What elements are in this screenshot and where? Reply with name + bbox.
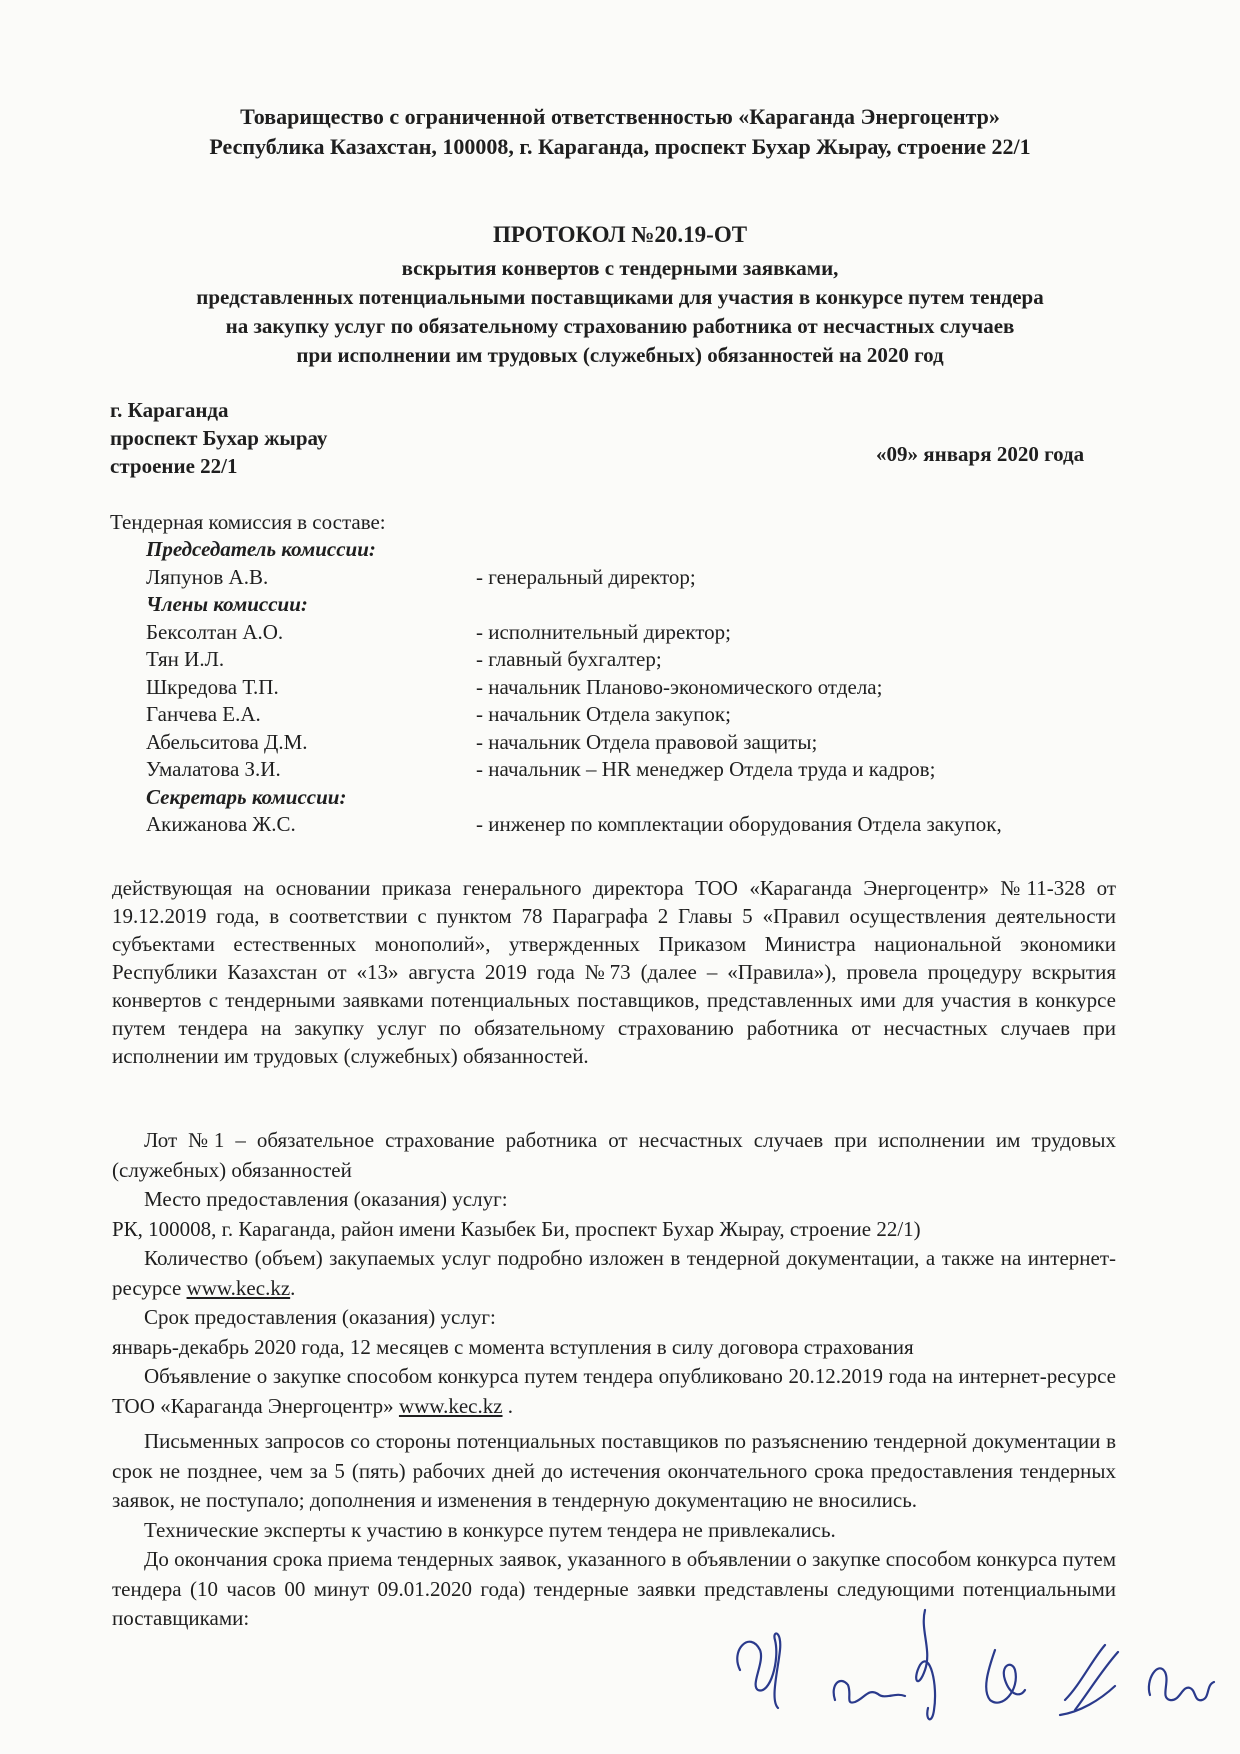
site-link[interactable]: www.kec.kz [186, 1275, 291, 1300]
commission-row [110, 674, 883, 702]
term-label: Срок предоставления (оказания) услуг: [144, 1305, 496, 1329]
member-name: Тян И.Л. [146, 647, 225, 671]
term-value: январь-декабрь 2020 года, 12 месяцев с момента вступления в силу договора страхования [112, 1334, 914, 1359]
member-position: - начальник Отдела закупок; [476, 702, 731, 726]
lot-line: Лот №1 – обязательное страхование работника от несчастных случаев при исполнении им трудовых (служебных) обязанностей [112, 1128, 1116, 1182]
member-name: Шкредова Т.П. [146, 674, 279, 699]
quantity-text: Количество (объем) закупаемых услуг подробно изложен в тендерной документации, а также на интернет-ресурсе [112, 1246, 1116, 1300]
place-building: строение 22/1 [110, 454, 238, 478]
place-block [110, 396, 327, 480]
org-name: Товарищество с ограниченной ответственностью «Караганда Энергоцентр» [240, 104, 1000, 129]
service-place-label: Место предоставления (оказания) услуг: [144, 1187, 508, 1211]
commission-row [110, 701, 731, 729]
requests-paragraph: Письменных запросов со стороны потенциальных поставщиков по разъяснению тендерной документации в срок не позднее, чем за 5 (пять) рабочих дней до истечения окончательного срока предоставления тендерных заявок, не поступало; дополнения и изменения в тендерную документацию не вносились. [112, 1429, 1116, 1512]
basis-paragraph: действующая на основании приказа генерального директора ТОО «Караганда Энергоцентр» №11-328 от 19.12.2019 года, в соответствии с пунктом 78 Параграфа 2 Главы 5 «Правил осуществления деятельности субъектами естественных монополий», утвержденных Приказом Министра национальной экономики Республики Казахстан от «13» августа 2019 года №73 (далее – «Правила»), провела процедуру вскрытия конвертов с тендерными заявками потенциальных поставщиков, представленных ими для участия в конкурсе путем тендера на закупку услуг по обязательному страхованию работника от несчастных случаев при исполнении им трудовых (служебных) обязанностей. [112, 876, 1116, 1068]
signature-3 [916, 1610, 935, 1719]
service-place-value: РК, 100008, г. Караганда, район имени Казыбек Би, проспект Бухар Жырау, строение 22/1) [112, 1216, 921, 1241]
protocol-subtitle-1: вскрытия конвертов с тендерными заявками, [401, 256, 839, 280]
protocol-subtitle-4: при исполнении им трудовых (служебных) обязанностей на 2020 год [296, 343, 944, 367]
chairman-role: Председатель комиссии: [146, 537, 376, 561]
commission-row [110, 564, 696, 592]
commission-row [110, 811, 1002, 839]
member-name: Ганчева Е.А. [146, 702, 261, 726]
announce-paragraph [112, 1362, 1116, 1421]
announce-end: . [502, 1393, 514, 1418]
signature-marks [720, 1590, 1220, 1740]
protocol-subtitle-3: на закупку услуг по обязательному страхованию работника от несчастных случаев [225, 314, 1015, 338]
quantity-paragraph [112, 1244, 1116, 1303]
secretary-role: Секретарь комиссии: [146, 784, 347, 809]
quantity-end: . [290, 1275, 296, 1300]
protocol-number: ПРОТОКОЛ №20.19-ОТ [492, 222, 748, 247]
member-position: - исполнительный директор; [476, 619, 732, 644]
member-position: - инженер по комплектации оборудования Отдела закупок, [476, 812, 1002, 836]
protocol-title-block [0, 218, 1240, 370]
deadline-paragraph: До окончания срока приема тендерных заявок, указанного в объявлении о закупке способом конкурса путем тендера (10 часов 00 минут 09.01.2020 года) тендерные заявки представлены следующими потенциальными поставщиками: [112, 1547, 1116, 1630]
member-name: Умалатова З.И. [146, 757, 281, 781]
member-position: - начальник – HR менеджер Отдела труда и кадров; [476, 757, 936, 781]
member-position: - начальник Отдела правовой защиты; [476, 729, 818, 754]
experts-paragraph: Технические эксперты к участию в конкурсе путем тендера не привлекались. [144, 1517, 836, 1542]
org-address: Республика Казахстан, 100008, г. Караганда, проспект Бухар Жырау, строение 22/1 [209, 134, 1031, 159]
commission-row [110, 756, 936, 784]
protocol-subtitle-2: представленных потенциальными поставщиками для участия в конкурсе путем тендера [196, 285, 1044, 309]
signature-4 [986, 1650, 1025, 1703]
member-name: Абельситова Д.М. [146, 729, 308, 754]
commission-row [110, 646, 662, 674]
signatures [720, 1590, 1220, 1740]
announce-text: Объявление о закупке способом конкурса путем тендера опубликовано 20.12.2019 года на интернет-ресурсе ТОО «Караганда Энергоцентр» [112, 1364, 1116, 1418]
signature-1 [737, 1633, 780, 1708]
commission-row [110, 619, 732, 647]
signature-5 [1060, 1645, 1118, 1715]
commission-row [110, 729, 818, 757]
signature-6 [1149, 1668, 1214, 1700]
member-position: - начальник Планово-экономического отдела; [476, 674, 883, 699]
commission-list [110, 508, 1002, 839]
lot-section [112, 1126, 1116, 1634]
place-street: проспект Бухар жырау [110, 426, 328, 450]
protocol-date: «09» января 2020 года [876, 442, 1085, 466]
member-name: Бексолтан А.О. [146, 619, 284, 644]
member-position: - главный бухгалтер; [476, 647, 662, 671]
member-name: Акижанова Ж.С. [146, 812, 296, 836]
commission-intro: Тендерная комиссия в составе: [110, 510, 386, 534]
member-position: - генеральный директор; [476, 564, 696, 589]
place-city: г. Караганда [110, 398, 229, 422]
announce-site-link[interactable]: www.kec.kz [398, 1393, 503, 1418]
organization-header [0, 102, 1240, 162]
signature-2 [834, 1681, 905, 1703]
members-role: Члены комиссии: [146, 592, 308, 616]
member-name: Ляпунов А.В. [146, 564, 269, 589]
